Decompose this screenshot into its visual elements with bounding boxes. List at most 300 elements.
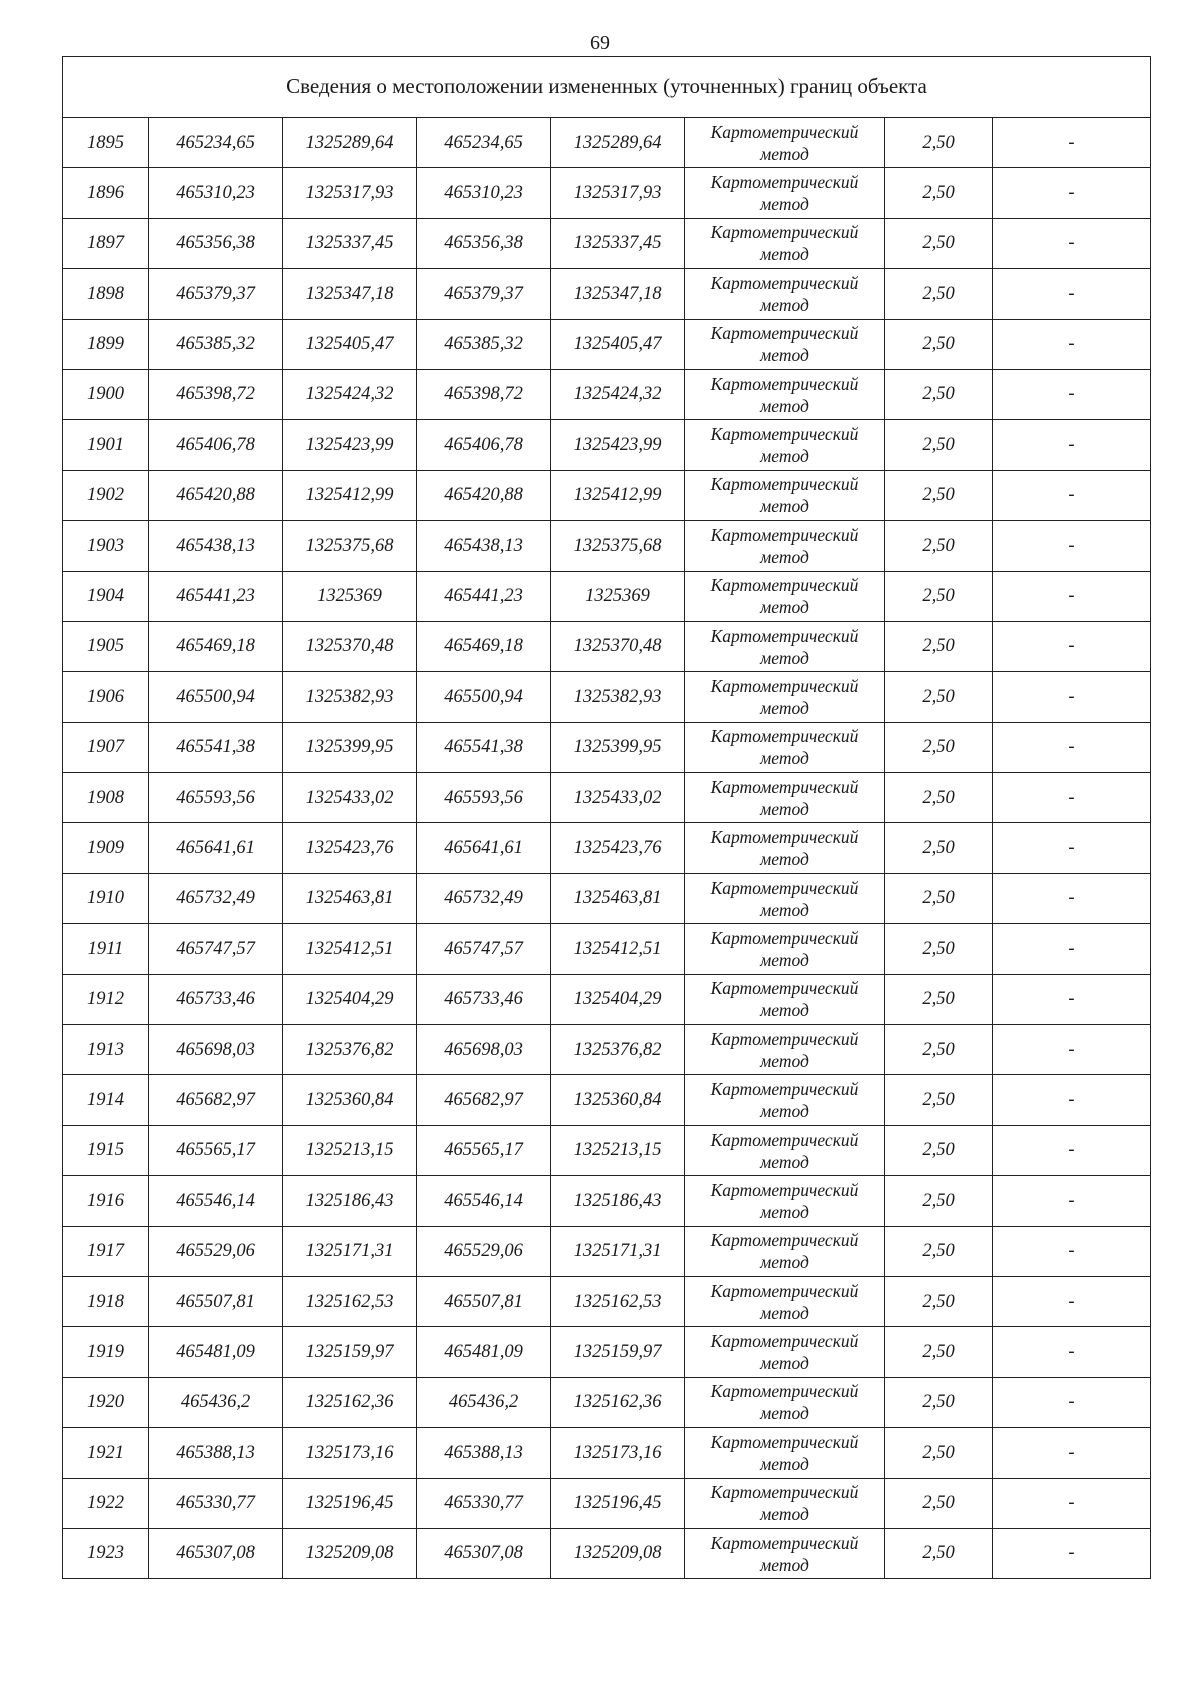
point-number-cell: 1915 — [63, 1125, 149, 1175]
x-refined-cell: 465541,38 — [417, 722, 551, 772]
x-existing-cell: 465438,13 — [149, 521, 283, 571]
note-cell: - — [993, 1478, 1151, 1528]
x-existing-cell: 465307,08 — [149, 1528, 283, 1578]
method-line-1: Картометрический — [710, 1532, 859, 1553]
y-refined-cell: 1325196,45 — [551, 1478, 685, 1528]
method-line-2: метод — [760, 1201, 809, 1222]
method-cell — [685, 1125, 885, 1175]
x-existing-cell: 465310,23 — [149, 168, 283, 218]
method-line-1: Картометрический — [710, 1431, 859, 1452]
method-line-1: Картометрический — [710, 373, 859, 394]
accuracy-cell: 2,50 — [885, 722, 993, 772]
x-existing-cell: 465420,88 — [149, 470, 283, 520]
y-existing-cell: 1325159,97 — [283, 1327, 417, 1377]
note-cell: - — [993, 319, 1151, 369]
y-existing-cell: 1325196,45 — [283, 1478, 417, 1528]
x-refined-cell: 465356,38 — [417, 218, 551, 268]
note-cell: - — [993, 1125, 1151, 1175]
x-existing-cell: 465436,2 — [149, 1377, 283, 1427]
point-number-cell: 1918 — [63, 1276, 149, 1326]
y-refined-cell: 1325173,16 — [551, 1428, 685, 1478]
table-row — [63, 118, 1151, 168]
method-line-2: метод — [760, 1403, 809, 1424]
boundary-coordinates-table — [62, 56, 1151, 1579]
method-line-2: метод — [760, 345, 809, 366]
point-number-cell: 1901 — [63, 420, 149, 470]
point-number-cell: 1910 — [63, 873, 149, 923]
method-line-2: метод — [760, 294, 809, 315]
x-existing-cell: 465356,38 — [149, 218, 283, 268]
x-refined-cell: 465732,49 — [417, 873, 551, 923]
method-cell — [685, 1478, 885, 1528]
x-refined-cell: 465747,57 — [417, 924, 551, 974]
y-refined-cell: 1325162,53 — [551, 1276, 685, 1326]
x-refined-cell: 465310,23 — [417, 168, 551, 218]
point-number-cell: 1907 — [63, 722, 149, 772]
x-existing-cell: 465234,65 — [149, 118, 283, 168]
method-line-2: метод — [760, 1151, 809, 1172]
method-line-2: метод — [760, 899, 809, 920]
note-cell: - — [993, 1276, 1151, 1326]
method-line-2: метод — [760, 1353, 809, 1374]
y-existing-cell: 1325337,45 — [283, 218, 417, 268]
method-line-1: Картометрический — [710, 524, 859, 545]
y-existing-cell: 1325405,47 — [283, 319, 417, 369]
method-cell — [685, 420, 885, 470]
table-row — [63, 420, 1151, 470]
accuracy-cell: 2,50 — [885, 168, 993, 218]
y-existing-cell: 1325171,31 — [283, 1226, 417, 1276]
note-cell: - — [993, 1226, 1151, 1276]
note-cell: - — [993, 1377, 1151, 1427]
x-existing-cell: 465565,17 — [149, 1125, 283, 1175]
y-existing-cell: 1325463,81 — [283, 873, 417, 923]
note-cell: - — [993, 773, 1151, 823]
table-title-row — [63, 57, 1151, 118]
x-refined-cell: 465641,61 — [417, 823, 551, 873]
method-cell — [685, 1176, 885, 1226]
method-line-1: Картометрический — [710, 1482, 859, 1503]
note-cell: - — [993, 168, 1151, 218]
x-existing-cell: 465481,09 — [149, 1327, 283, 1377]
method-line-2: метод — [760, 798, 809, 819]
x-existing-cell: 465698,03 — [149, 1025, 283, 1075]
method-cell — [685, 823, 885, 873]
method-line-2: метод — [760, 1050, 809, 1071]
method-line-1: Картометрический — [710, 1230, 859, 1251]
y-existing-cell: 1325173,16 — [283, 1428, 417, 1478]
accuracy-cell: 2,50 — [885, 218, 993, 268]
x-existing-cell: 465541,38 — [149, 722, 283, 772]
method-cell — [685, 924, 885, 974]
method-cell — [685, 621, 885, 671]
method-line-1: Картометрический — [710, 726, 859, 747]
method-line-1: Картометрический — [710, 1079, 859, 1100]
method-line-2: метод — [760, 1101, 809, 1122]
method-line-1: Картометрический — [710, 172, 859, 193]
method-line-1: Картометрический — [710, 222, 859, 243]
note-cell: - — [993, 1428, 1151, 1478]
method-cell — [685, 369, 885, 419]
x-refined-cell: 465500,94 — [417, 672, 551, 722]
note-cell: - — [993, 521, 1151, 571]
accuracy-cell: 2,50 — [885, 1478, 993, 1528]
method-cell — [685, 218, 885, 268]
y-refined-cell: 1325404,29 — [551, 974, 685, 1024]
x-refined-cell: 465733,46 — [417, 974, 551, 1024]
method-cell — [685, 1075, 885, 1125]
method-cell — [685, 319, 885, 369]
method-line-1: Картометрический — [710, 978, 859, 999]
method-line-1: Картометрический — [710, 474, 859, 495]
x-refined-cell: 465379,37 — [417, 269, 551, 319]
method-line-1: Картометрический — [710, 776, 859, 797]
accuracy-cell: 2,50 — [885, 1327, 993, 1377]
point-number-cell: 1922 — [63, 1478, 149, 1528]
x-existing-cell: 465641,61 — [149, 823, 283, 873]
x-existing-cell: 465733,46 — [149, 974, 283, 1024]
y-refined-cell: 1325317,93 — [551, 168, 685, 218]
method-cell — [685, 873, 885, 923]
y-existing-cell: 1325369 — [283, 571, 417, 621]
y-existing-cell: 1325412,99 — [283, 470, 417, 520]
accuracy-cell: 2,50 — [885, 1276, 993, 1326]
method-line-1: Картометрический — [710, 877, 859, 898]
y-existing-cell: 1325360,84 — [283, 1075, 417, 1125]
accuracy-cell: 2,50 — [885, 369, 993, 419]
x-refined-cell: 465565,17 — [417, 1125, 551, 1175]
method-cell — [685, 1327, 885, 1377]
y-existing-cell: 1325162,36 — [283, 1377, 417, 1427]
table-row — [63, 873, 1151, 923]
note-cell: - — [993, 470, 1151, 520]
note-cell: - — [993, 823, 1151, 873]
note-cell: - — [993, 974, 1151, 1024]
note-cell: - — [993, 1025, 1151, 1075]
method-line-2: метод — [760, 1252, 809, 1273]
method-line-2: метод — [760, 194, 809, 215]
method-line-1: Картометрический — [710, 1280, 859, 1301]
accuracy-cell: 2,50 — [885, 873, 993, 923]
y-existing-cell: 1325423,99 — [283, 420, 417, 470]
table-row — [63, 168, 1151, 218]
y-refined-cell: 1325433,02 — [551, 773, 685, 823]
point-number-cell: 1909 — [63, 823, 149, 873]
method-line-2: метод — [760, 1000, 809, 1021]
table-row — [63, 672, 1151, 722]
y-refined-cell: 1325213,15 — [551, 1125, 685, 1175]
method-line-1: Картометрический — [710, 272, 859, 293]
method-line-2: метод — [760, 1504, 809, 1525]
table-row — [63, 1377, 1151, 1427]
point-number-cell: 1923 — [63, 1528, 149, 1578]
x-refined-cell: 465307,08 — [417, 1528, 551, 1578]
point-number-cell: 1898 — [63, 269, 149, 319]
table-row — [63, 571, 1151, 621]
x-refined-cell: 465682,97 — [417, 1075, 551, 1125]
x-existing-cell: 465330,77 — [149, 1478, 283, 1528]
method-line-2: метод — [760, 244, 809, 265]
method-line-1: Картометрический — [710, 1129, 859, 1150]
x-existing-cell: 465469,18 — [149, 621, 283, 671]
y-existing-cell: 1325424,32 — [283, 369, 417, 419]
accuracy-cell: 2,50 — [885, 1528, 993, 1578]
method-line-1: Картометрический — [710, 1028, 859, 1049]
y-refined-cell: 1325186,43 — [551, 1176, 685, 1226]
y-existing-cell: 1325382,93 — [283, 672, 417, 722]
x-existing-cell: 465682,97 — [149, 1075, 283, 1125]
y-existing-cell: 1325213,15 — [283, 1125, 417, 1175]
note-cell: - — [993, 1327, 1151, 1377]
y-existing-cell: 1325289,64 — [283, 118, 417, 168]
accuracy-cell: 2,50 — [885, 269, 993, 319]
x-refined-cell: 465529,06 — [417, 1226, 551, 1276]
accuracy-cell: 2,50 — [885, 420, 993, 470]
point-number-cell: 1919 — [63, 1327, 149, 1377]
method-line-2: метод — [760, 546, 809, 567]
y-existing-cell: 1325209,08 — [283, 1528, 417, 1578]
method-line-2: метод — [760, 1453, 809, 1474]
point-number-cell: 1913 — [63, 1025, 149, 1075]
method-cell — [685, 1377, 885, 1427]
method-line-1: Картометрический — [710, 575, 859, 596]
point-number-cell: 1912 — [63, 974, 149, 1024]
point-number-cell: 1899 — [63, 319, 149, 369]
note-cell: - — [993, 118, 1151, 168]
table-row — [63, 823, 1151, 873]
y-refined-cell: 1325347,18 — [551, 269, 685, 319]
method-line-1: Картометрический — [710, 927, 859, 948]
method-line-2: метод — [760, 949, 809, 970]
method-line-2: метод — [760, 748, 809, 769]
method-line-2: метод — [760, 1302, 809, 1323]
y-existing-cell: 1325370,48 — [283, 621, 417, 671]
method-cell — [685, 773, 885, 823]
accuracy-cell: 2,50 — [885, 1025, 993, 1075]
note-cell: - — [993, 571, 1151, 621]
x-existing-cell: 465546,14 — [149, 1176, 283, 1226]
accuracy-cell: 2,50 — [885, 1428, 993, 1478]
y-refined-cell: 1325375,68 — [551, 521, 685, 571]
method-line-1: Картометрический — [710, 1331, 859, 1352]
x-existing-cell: 465529,06 — [149, 1226, 283, 1276]
accuracy-cell: 2,50 — [885, 974, 993, 1024]
accuracy-cell: 2,50 — [885, 571, 993, 621]
accuracy-cell: 2,50 — [885, 319, 993, 369]
point-number-cell: 1914 — [63, 1075, 149, 1125]
method-cell — [685, 1226, 885, 1276]
table-row — [63, 369, 1151, 419]
table-row — [63, 1327, 1151, 1377]
method-cell — [685, 974, 885, 1024]
y-existing-cell: 1325412,51 — [283, 924, 417, 974]
x-refined-cell: 465698,03 — [417, 1025, 551, 1075]
point-number-cell: 1895 — [63, 118, 149, 168]
note-cell: - — [993, 1075, 1151, 1125]
table-row — [63, 470, 1151, 520]
method-line-1: Картометрический — [710, 424, 859, 445]
y-refined-cell: 1325360,84 — [551, 1075, 685, 1125]
x-refined-cell: 465436,2 — [417, 1377, 551, 1427]
method-cell — [685, 1528, 885, 1578]
x-refined-cell: 465388,13 — [417, 1428, 551, 1478]
x-refined-cell: 465438,13 — [417, 521, 551, 571]
x-existing-cell: 465500,94 — [149, 672, 283, 722]
method-cell — [685, 521, 885, 571]
accuracy-cell: 2,50 — [885, 1075, 993, 1125]
table-row — [63, 1428, 1151, 1478]
x-refined-cell: 465234,65 — [417, 118, 551, 168]
y-existing-cell: 1325317,93 — [283, 168, 417, 218]
accuracy-cell: 2,50 — [885, 823, 993, 873]
point-number-cell: 1896 — [63, 168, 149, 218]
x-refined-cell: 465441,23 — [417, 571, 551, 621]
x-existing-cell: 465379,37 — [149, 269, 283, 319]
y-refined-cell: 1325376,82 — [551, 1025, 685, 1075]
x-refined-cell: 465507,81 — [417, 1276, 551, 1326]
x-existing-cell: 465747,57 — [149, 924, 283, 974]
table-row — [63, 924, 1151, 974]
x-refined-cell: 465330,77 — [417, 1478, 551, 1528]
x-existing-cell: 465385,32 — [149, 319, 283, 369]
note-cell: - — [993, 924, 1151, 974]
x-refined-cell: 465469,18 — [417, 621, 551, 671]
method-line-1: Картометрический — [710, 1179, 859, 1200]
x-existing-cell: 465388,13 — [149, 1428, 283, 1478]
accuracy-cell: 2,50 — [885, 1125, 993, 1175]
y-refined-cell: 1325162,36 — [551, 1377, 685, 1427]
table-row — [63, 1025, 1151, 1075]
y-refined-cell: 1325424,32 — [551, 369, 685, 419]
note-cell: - — [993, 218, 1151, 268]
method-line-1: Картометрический — [710, 121, 859, 142]
point-number-cell: 1911 — [63, 924, 149, 974]
y-existing-cell: 1325399,95 — [283, 722, 417, 772]
note-cell: - — [993, 1176, 1151, 1226]
y-existing-cell: 1325404,29 — [283, 974, 417, 1024]
y-existing-cell: 1325376,82 — [283, 1025, 417, 1075]
point-number-cell: 1903 — [63, 521, 149, 571]
method-line-2: метод — [760, 697, 809, 718]
table-title: Сведения о местоположении измененных (уточненных) границ объекта — [63, 57, 1151, 118]
method-line-2: метод — [760, 496, 809, 517]
page-number: 69 — [590, 32, 610, 54]
note-cell: - — [993, 672, 1151, 722]
y-refined-cell: 1325399,95 — [551, 722, 685, 772]
point-number-cell: 1897 — [63, 218, 149, 268]
point-number-cell: 1902 — [63, 470, 149, 520]
accuracy-cell: 2,50 — [885, 672, 993, 722]
accuracy-cell: 2,50 — [885, 1377, 993, 1427]
point-number-cell: 1906 — [63, 672, 149, 722]
method-cell — [685, 1276, 885, 1326]
note-cell: - — [993, 1528, 1151, 1578]
note-cell: - — [993, 269, 1151, 319]
y-existing-cell: 1325347,18 — [283, 269, 417, 319]
y-existing-cell: 1325423,76 — [283, 823, 417, 873]
x-refined-cell: 465406,78 — [417, 420, 551, 470]
y-existing-cell: 1325186,43 — [283, 1176, 417, 1226]
method-line-2: метод — [760, 395, 809, 416]
method-line-1: Картометрический — [710, 323, 859, 344]
x-existing-cell: 465441,23 — [149, 571, 283, 621]
table-row — [63, 1226, 1151, 1276]
y-refined-cell: 1325209,08 — [551, 1528, 685, 1578]
accuracy-cell: 2,50 — [885, 118, 993, 168]
note-cell: - — [993, 420, 1151, 470]
method-line-2: метод — [760, 647, 809, 668]
y-refined-cell: 1325337,45 — [551, 218, 685, 268]
table-row — [63, 974, 1151, 1024]
accuracy-cell: 2,50 — [885, 521, 993, 571]
y-refined-cell: 1325412,51 — [551, 924, 685, 974]
note-cell: - — [993, 621, 1151, 671]
table-row — [63, 218, 1151, 268]
point-number-cell: 1921 — [63, 1428, 149, 1478]
y-refined-cell: 1325171,31 — [551, 1226, 685, 1276]
point-number-cell: 1908 — [63, 773, 149, 823]
x-existing-cell: 465406,78 — [149, 420, 283, 470]
accuracy-cell: 2,50 — [885, 1176, 993, 1226]
table-row — [63, 621, 1151, 671]
y-refined-cell: 1325159,97 — [551, 1327, 685, 1377]
y-refined-cell: 1325405,47 — [551, 319, 685, 369]
method-cell — [685, 118, 885, 168]
point-number-cell: 1904 — [63, 571, 149, 621]
y-refined-cell: 1325423,76 — [551, 823, 685, 873]
accuracy-cell: 2,50 — [885, 1226, 993, 1276]
method-line-1: Картометрический — [710, 1381, 859, 1402]
table-row — [63, 1276, 1151, 1326]
y-refined-cell: 1325382,93 — [551, 672, 685, 722]
x-refined-cell: 465385,32 — [417, 319, 551, 369]
method-line-2: метод — [760, 143, 809, 164]
point-number-cell: 1900 — [63, 369, 149, 419]
point-number-cell: 1917 — [63, 1226, 149, 1276]
y-refined-cell: 1325289,64 — [551, 118, 685, 168]
x-refined-cell: 465593,56 — [417, 773, 551, 823]
y-refined-cell: 1325412,99 — [551, 470, 685, 520]
x-existing-cell: 465398,72 — [149, 369, 283, 419]
table-row — [63, 773, 1151, 823]
table-row — [63, 1125, 1151, 1175]
method-cell — [685, 571, 885, 621]
x-existing-cell: 465732,49 — [149, 873, 283, 923]
point-number-cell: 1916 — [63, 1176, 149, 1226]
note-cell: - — [993, 722, 1151, 772]
table-row — [63, 1528, 1151, 1578]
y-existing-cell: 1325375,68 — [283, 521, 417, 571]
method-cell — [685, 1025, 885, 1075]
table-row — [63, 1478, 1151, 1528]
method-line-1: Картометрический — [710, 675, 859, 696]
accuracy-cell: 2,50 — [885, 470, 993, 520]
method-cell — [685, 269, 885, 319]
y-refined-cell: 1325370,48 — [551, 621, 685, 671]
note-cell: - — [993, 369, 1151, 419]
y-existing-cell: 1325433,02 — [283, 773, 417, 823]
table-row — [63, 1176, 1151, 1226]
method-line-2: метод — [760, 1554, 809, 1575]
x-existing-cell: 465593,56 — [149, 773, 283, 823]
x-refined-cell: 465420,88 — [417, 470, 551, 520]
x-existing-cell: 465507,81 — [149, 1276, 283, 1326]
method-cell — [685, 722, 885, 772]
y-existing-cell: 1325162,53 — [283, 1276, 417, 1326]
method-line-2: метод — [760, 597, 809, 618]
table-row — [63, 319, 1151, 369]
note-cell: - — [993, 873, 1151, 923]
